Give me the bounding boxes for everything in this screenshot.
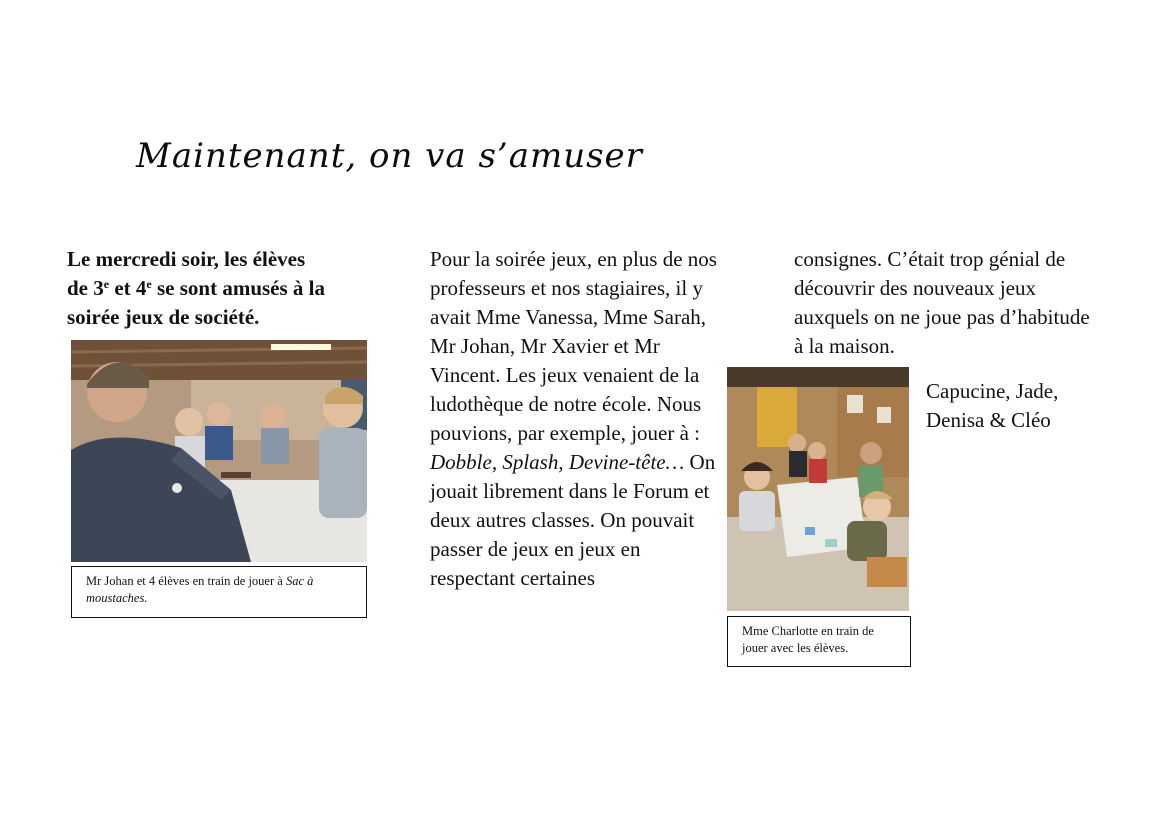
intro-line-1: Le mercredi soir, les élèves: [67, 247, 306, 271]
page-title: Maintenant, on va s’amuser: [136, 136, 643, 176]
photo-caption-charlotte: Mme Charlotte en train de jouer avec les élèves.: [727, 616, 911, 667]
authors-credit: [926, 377, 1058, 435]
authors-line-2: Denisa & Cléo: [926, 408, 1051, 432]
intro-line-2: de 3e et 4e se sont amusés à la: [67, 276, 325, 300]
authors-line-1: Capucine, Jade,: [926, 379, 1059, 403]
continued-paragraph: consignes. C’était trop génial de découvrir des nouveaux jeux auxquels on ne joue pas d’habitude à la maison.: [794, 247, 1090, 358]
photo-game-night-johan: [71, 340, 367, 562]
games-list: Dobble, Splash, Devine-tête…: [430, 450, 685, 474]
photo-caption-johan: Mr Johan et 4 élèves en train de jouer à Sac à moustaches.: [71, 566, 367, 618]
photo-game-night-charlotte: [727, 367, 909, 611]
main-paragraph: Pour la soirée jeux, en plus de nos professeurs et nos stagiaires, il y avait Mme Vanessa, Mme Sarah, Mr Johan, Mr Xavier et Mr Vincent. Les jeux venaient de la ludothèque de notre école. Nous pouvions, par exemple, jouer à : Dobble, Splash, Devine-tête… On jouait librement dans le Forum et deux autres classes. On pouvait passer de jeux en jeux en respectant certaines: [430, 247, 717, 590]
intro-paragraph: [67, 245, 367, 332]
intro-line-3: soirée jeux de société.: [67, 305, 260, 329]
